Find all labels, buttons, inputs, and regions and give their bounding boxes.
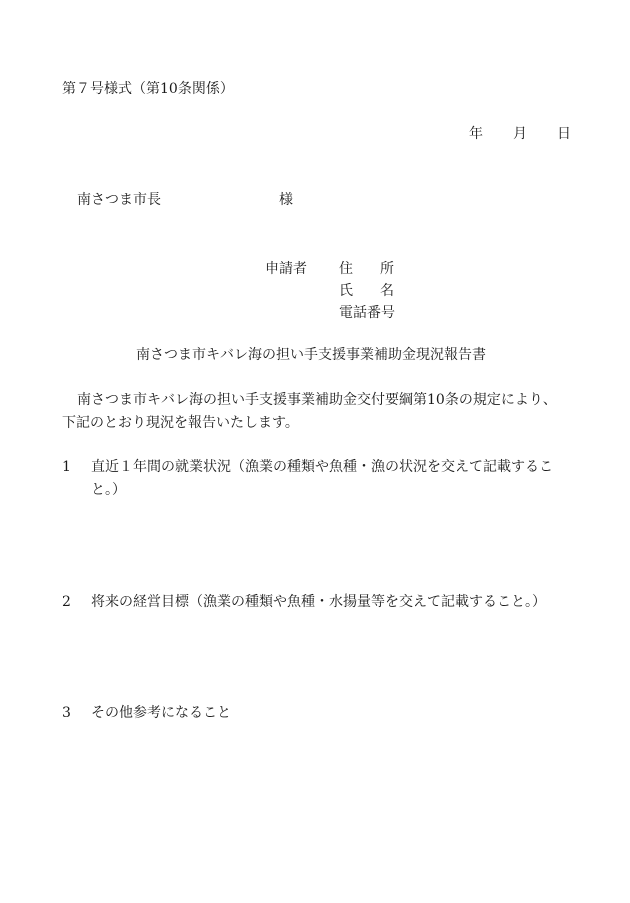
body-line-2: 下記のとおり現況を報告いたします。 bbox=[62, 415, 299, 431]
item-text: 直近１年間の就業状況（漁業の種類や魚種・漁の状況を交えて記載するこ bbox=[91, 459, 553, 475]
item-number: 1 bbox=[62, 459, 71, 475]
item-text: 将来の経営目標（漁業の種類や魚種・水揚量等を交えて記載すること。） bbox=[91, 594, 546, 610]
name-label-char-2: 名 bbox=[380, 283, 394, 299]
report-item-3 bbox=[62, 702, 231, 725]
name-label-char-1: 氏 bbox=[339, 283, 353, 299]
date-line bbox=[469, 127, 571, 141]
applicant-label: 申請者 bbox=[265, 261, 307, 277]
addressee-name: 南さつま市長 bbox=[77, 192, 161, 208]
body-paragraph bbox=[62, 389, 562, 435]
report-item-2 bbox=[62, 591, 546, 614]
date-year-label: 年 bbox=[469, 126, 483, 142]
address-label-char-1: 住 bbox=[339, 261, 353, 277]
item-text-continuation: と。） bbox=[91, 482, 126, 498]
form-number-label: 第７号様式（第10条関係） bbox=[62, 81, 234, 97]
date-day-label: 日 bbox=[557, 126, 571, 142]
address-label-char-2: 所 bbox=[380, 261, 394, 277]
applicant-phone-label: 電話番号 bbox=[339, 305, 395, 321]
addressee-honorific: 様 bbox=[279, 192, 293, 208]
body-line-1: 南さつま市キバレ海の担い手支援事業補助金交付要綱第10条の規定により、 bbox=[77, 392, 557, 408]
item-number: 2 bbox=[62, 594, 71, 610]
item-text: その他参考になること bbox=[91, 705, 231, 721]
date-month-label: 月 bbox=[513, 126, 527, 142]
report-item-1 bbox=[62, 456, 553, 502]
applicant-address-label bbox=[339, 262, 394, 276]
applicant-name-label bbox=[339, 284, 394, 298]
document-title: 南さつま市キバレ海の担い手支援事業補助金現況報告書 bbox=[136, 347, 486, 363]
item-number: 3 bbox=[62, 705, 71, 721]
